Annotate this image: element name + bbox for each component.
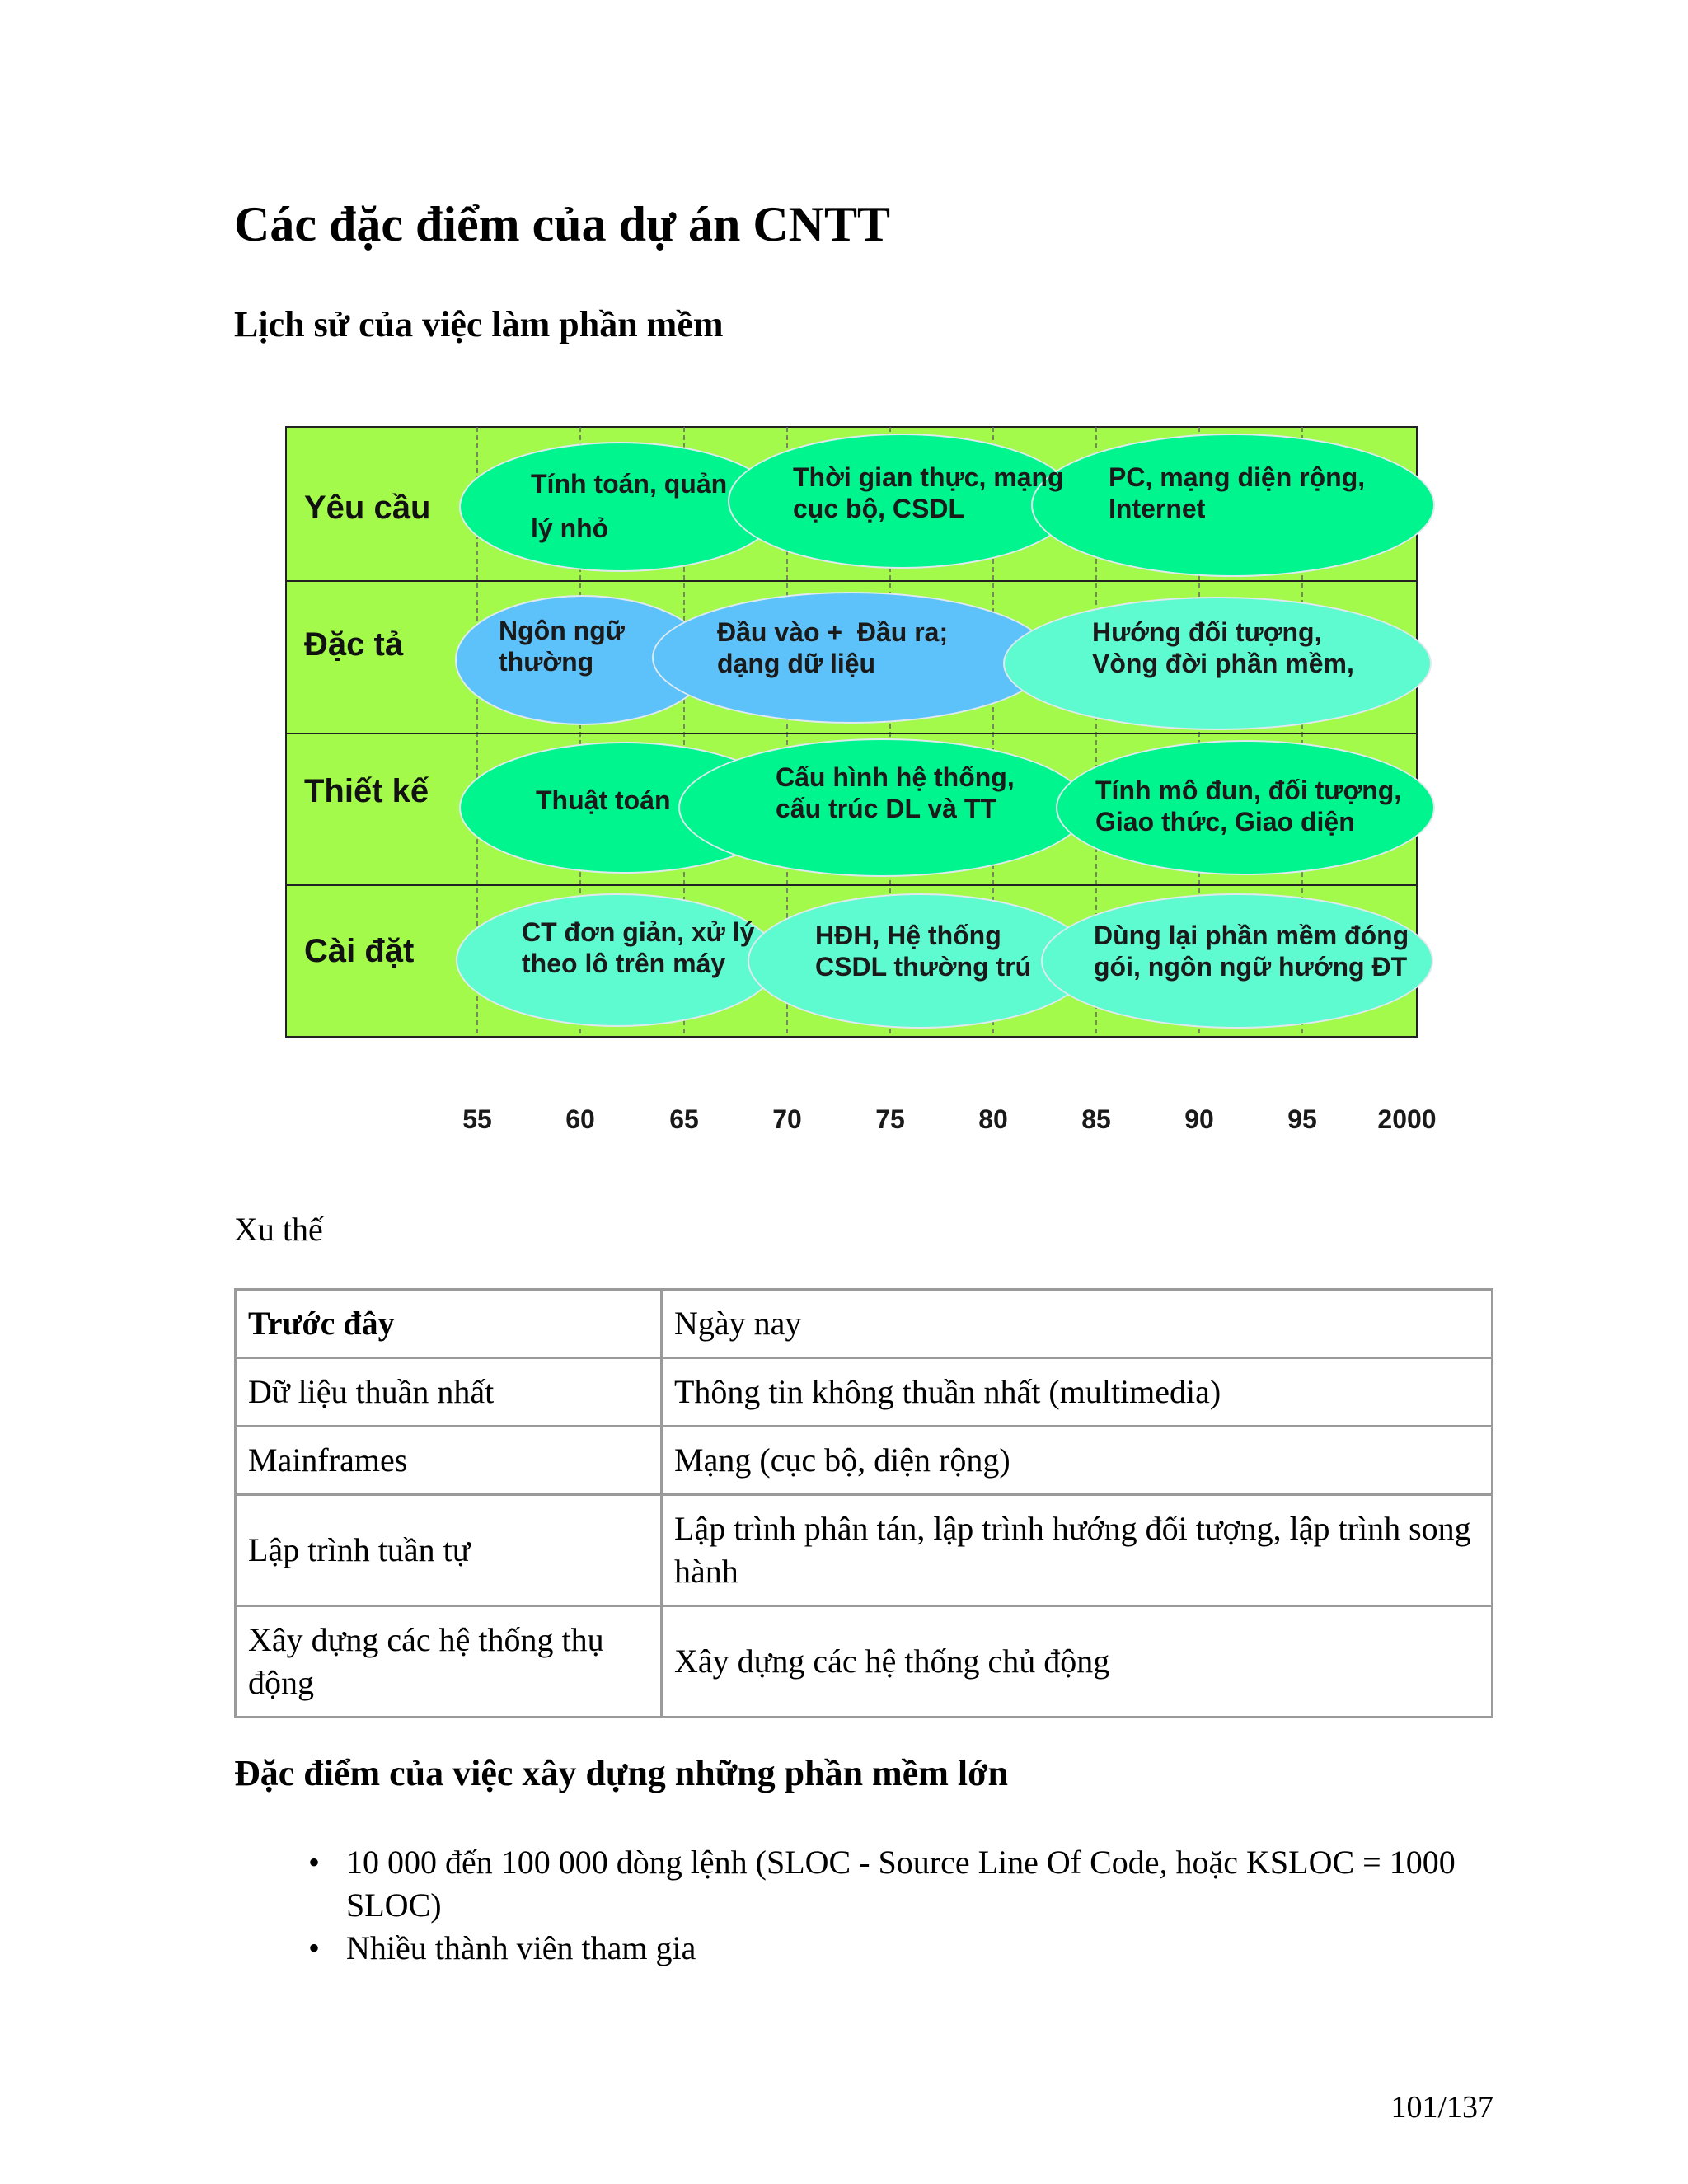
- bubble-text-r3c: Tính mô đun, đối tượng, Giao thức, Giao diện: [1095, 776, 1402, 837]
- row-label-implementation: Cài đặt: [304, 933, 415, 969]
- table-row: [236, 1427, 1493, 1495]
- table-cell: Lập trình tuần tự: [236, 1495, 662, 1606]
- bubble-text-r4b: HĐH, Hệ thống CSDL thường trú: [815, 921, 1032, 982]
- software-history-diagram: [286, 427, 1436, 1156]
- table-cell: Mainframes: [236, 1427, 662, 1495]
- bubble-text-r2c: Hướng đối tượng, Vòng đời phần mềm,: [1092, 617, 1354, 678]
- bubble-text-r1a: Tính toán, quản lý nhỏ: [531, 469, 728, 543]
- page-title: Các đặc điểm của dự án CNTT: [234, 197, 891, 251]
- bubble-text-r4c: Dùng lại phần mềm đóng gói, ngôn ngữ hướng ĐT: [1094, 921, 1409, 982]
- table-cell: Lập trình phân tán, lập trình hướng đối tượng, lập trình song hành: [662, 1495, 1493, 1606]
- bubble-text-r3b: Cấu hình hệ thống, cấu trúc DL và TT: [776, 762, 1015, 823]
- page-number: 101/137: [1390, 2090, 1493, 2125]
- bubble-text-r1c: PC, mạng diện rộng, Internet: [1109, 462, 1366, 523]
- axis-label-90: 90: [1184, 1104, 1214, 1134]
- trend-table: [234, 1288, 1493, 1718]
- axis-label-80: 80: [978, 1104, 1008, 1134]
- table-cell: Mạng (cục bộ, diện rộng): [662, 1427, 1493, 1495]
- table-header-row: [236, 1290, 1493, 1358]
- bubble-text-r2a: Ngôn ngữ thường: [499, 616, 625, 677]
- axis-label-85: 85: [1081, 1104, 1111, 1134]
- list-item: • Nhiều thành viên tham gia: [305, 1927, 1492, 1970]
- list-item: • 10 000 đến 100 000 dòng lệnh (SLOC - Source Line Of Code, hoặc KSLOC = 1000 SLOC): [305, 1841, 1492, 1927]
- table-row: [236, 1358, 1493, 1427]
- axis-label-75: 75: [875, 1104, 905, 1134]
- table-row: [236, 1606, 1493, 1718]
- table-row: [236, 1495, 1493, 1606]
- table-cell: Xây dựng các hệ thống chủ động: [662, 1606, 1493, 1718]
- row-label-design: Thiết kế: [304, 773, 429, 809]
- axis-label-55: 55: [462, 1104, 492, 1134]
- table-cell: Thông tin không thuần nhất (multimedia): [662, 1358, 1493, 1427]
- axis-label-95: 95: [1287, 1104, 1317, 1134]
- section-heading-history: Lịch sử của việc làm phần mềm: [234, 304, 724, 344]
- axis-label-60: 60: [565, 1104, 595, 1134]
- trend-caption: Xu thế: [234, 1211, 323, 1248]
- section-heading-large-software: Đặc điểm của việc xây dựng những phần mềm lớn: [234, 1753, 1008, 1793]
- table-header-cell-past: Trước đây: [236, 1290, 662, 1358]
- bubble-text-r4a: CT đơn giản, xử lý theo lô trên máy: [522, 917, 755, 978]
- bullet-list: [305, 1841, 1492, 1970]
- table-cell: Dữ liệu thuần nhất: [236, 1358, 662, 1427]
- bubble-text-r2b: Đầu vào + Đầu ra; dạng dữ liệu: [717, 617, 949, 678]
- bubble-text-r3a: Thuật toán: [536, 785, 671, 815]
- table-header-cell-now: Ngày nay: [662, 1290, 1493, 1358]
- axis-label-2000: 2000: [1377, 1104, 1437, 1134]
- row-label-specification: Đặc tả: [304, 626, 404, 663]
- bubble-text-r1b: Thời gian thực, mạng cục bộ, CSDL: [793, 462, 1064, 523]
- row-label-requirements: Yêu cầu: [304, 490, 431, 526]
- axis-label-65: 65: [669, 1104, 699, 1134]
- table-cell: Xây dựng các hệ thống thụ động: [236, 1606, 662, 1718]
- axis-label-70: 70: [772, 1104, 802, 1134]
